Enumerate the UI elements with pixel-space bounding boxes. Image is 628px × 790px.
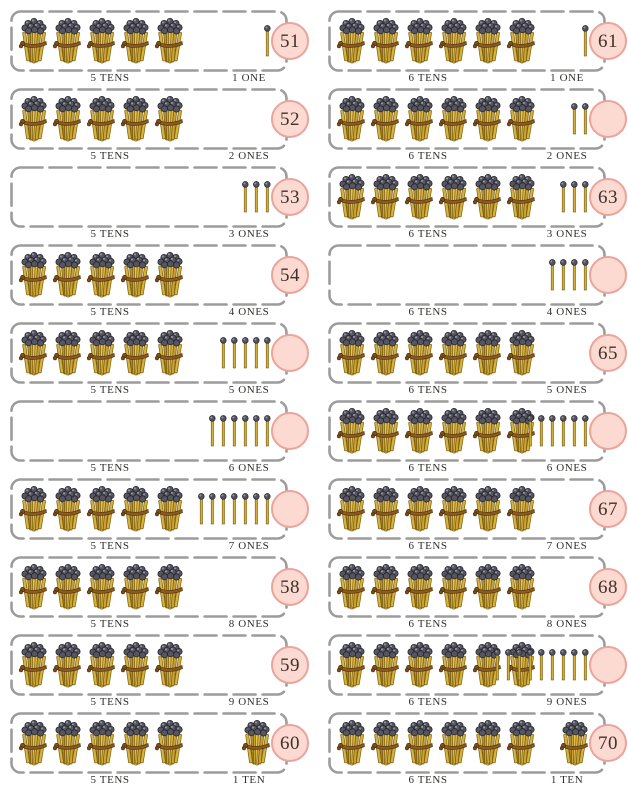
row-labels — [328, 149, 606, 166]
place-value-row — [328, 712, 618, 790]
tens-bundles-area — [19, 16, 185, 66]
number-circle[interactable] — [271, 100, 309, 138]
matchstick-bundle-icon — [405, 718, 435, 768]
matchstick-bundle-icon — [19, 250, 49, 300]
row-labels — [328, 695, 606, 712]
ones-label: 7 ONES — [546, 540, 588, 552]
tens-bundles-area — [337, 562, 537, 612]
matchstick-box — [328, 322, 618, 384]
matchstick-bundle-icon — [53, 484, 83, 534]
row-labels — [10, 305, 288, 322]
ones-sticks-area — [242, 718, 272, 768]
tens-label: 6 TENS — [408, 384, 448, 396]
tens-label: 5 TENS — [90, 306, 130, 318]
matchstick-bundle-icon — [87, 94, 117, 144]
number-label: 59 — [280, 654, 300, 676]
single-matchstick-icon — [548, 258, 557, 292]
matchstick-bundle-icon — [87, 718, 117, 768]
number-circle[interactable] — [589, 334, 627, 372]
ones-sticks-area — [570, 102, 590, 136]
ones-sticks-area — [548, 258, 590, 292]
tens-bundles-area — [19, 718, 185, 768]
single-matchstick-icon — [570, 102, 579, 136]
single-matchstick-icon — [559, 180, 568, 214]
matchstick-box — [10, 166, 300, 228]
ones-label: 1 ONE — [550, 72, 584, 84]
matchstick-bundle-icon — [473, 16, 503, 66]
single-matchstick-icon — [252, 336, 261, 370]
matchstick-bundle-icon — [155, 94, 185, 144]
matchstick-bundle-icon — [439, 16, 469, 66]
number-circle[interactable] — [589, 22, 627, 60]
place-value-row — [328, 10, 618, 88]
matchstick-bundle-icon — [53, 16, 83, 66]
ones-label: 9 ONES — [228, 696, 270, 708]
matchstick-bundle-icon — [405, 484, 435, 534]
ones-label: 8 ONES — [546, 618, 588, 630]
matchstick-bundle-icon — [560, 718, 590, 768]
matchstick-bundle-icon — [53, 640, 83, 690]
ones-label: 1 TEN — [232, 774, 266, 786]
number-label: 51 — [280, 30, 300, 52]
number-circle[interactable] — [271, 334, 309, 372]
single-matchstick-icon — [241, 492, 250, 526]
tens-label: 6 TENS — [408, 150, 448, 162]
tens-label: 5 TENS — [90, 228, 130, 240]
number-circle[interactable] — [271, 568, 309, 606]
matchstick-bundle-icon — [405, 640, 435, 690]
matchstick-bundle-icon — [337, 718, 367, 768]
place-value-row — [10, 10, 300, 88]
matchstick-box — [328, 88, 606, 150]
matchstick-bundle-icon — [405, 328, 435, 378]
single-matchstick-icon — [570, 648, 579, 682]
matchstick-box — [328, 400, 606, 462]
matchstick-bundle-icon — [507, 172, 537, 222]
matchstick-bundle-icon — [121, 562, 151, 612]
tens-bundles-area — [337, 172, 537, 222]
matchstick-bundle-icon — [507, 16, 537, 66]
tens-label: 5 TENS — [90, 384, 130, 396]
single-matchstick-icon — [548, 414, 557, 448]
place-value-row — [328, 322, 618, 400]
matchstick-bundle-icon — [19, 718, 49, 768]
single-matchstick-icon — [493, 648, 502, 682]
tens-bundles-area — [337, 94, 537, 144]
matchstick-bundle-icon — [473, 718, 503, 768]
row-labels — [328, 617, 606, 634]
matchstick-box — [10, 88, 300, 150]
tens-bundles-area — [337, 484, 537, 534]
matchstick-bundle-icon — [439, 406, 469, 456]
number-circle[interactable] — [589, 646, 627, 684]
number-label: 54 — [280, 264, 300, 286]
place-value-row — [328, 478, 618, 556]
single-matchstick-icon — [197, 492, 206, 526]
matchstick-bundle-icon — [337, 406, 367, 456]
matchstick-bundle-icon — [439, 484, 469, 534]
place-value-row — [328, 634, 606, 712]
matchstick-bundle-icon — [155, 484, 185, 534]
number-label: 63 — [598, 186, 618, 208]
single-matchstick-icon — [208, 414, 217, 448]
matchstick-bundle-icon — [53, 562, 83, 612]
tens-label: 6 TENS — [408, 540, 448, 552]
matchstick-bundle-icon — [405, 172, 435, 222]
number-circle[interactable] — [589, 490, 627, 528]
place-value-row — [10, 244, 300, 322]
tens-bundles-area — [19, 484, 185, 534]
tens-bundles-area — [337, 16, 537, 66]
matchstick-bundle-icon — [473, 562, 503, 612]
single-matchstick-icon — [570, 414, 579, 448]
matchstick-bundle-icon — [121, 718, 151, 768]
single-matchstick-icon — [537, 648, 546, 682]
matchstick-bundle-icon — [439, 328, 469, 378]
ones-label: 6 ONES — [546, 462, 588, 474]
row-labels — [10, 773, 288, 790]
row-labels — [10, 227, 288, 244]
matchstick-bundle-icon — [155, 562, 185, 612]
matchstick-bundle-icon — [337, 640, 367, 690]
matchstick-bundle-icon — [405, 406, 435, 456]
number-circle[interactable] — [271, 646, 309, 684]
matchstick-bundle-icon — [121, 94, 151, 144]
tens-bundles-area — [337, 328, 537, 378]
row-labels — [328, 383, 606, 400]
matchstick-bundle-icon — [371, 484, 401, 534]
ones-label: 1 TEN — [550, 774, 584, 786]
ones-label: 4 ONES — [228, 306, 270, 318]
single-matchstick-icon — [570, 258, 579, 292]
number-label: 53 — [280, 186, 300, 208]
row-labels — [328, 71, 606, 88]
ones-label: 1 ONE — [232, 72, 266, 84]
matchstick-box — [10, 712, 300, 774]
single-matchstick-icon — [219, 414, 228, 448]
matchstick-bundle-icon — [439, 640, 469, 690]
place-value-row — [10, 166, 300, 244]
number-circle[interactable] — [271, 724, 309, 762]
single-matchstick-icon — [559, 648, 568, 682]
place-value-row — [328, 166, 618, 244]
matchstick-bundle-icon — [439, 172, 469, 222]
single-matchstick-icon — [559, 414, 568, 448]
tens-label: 5 TENS — [90, 618, 130, 630]
ones-sticks-area — [241, 180, 272, 214]
matchstick-bundle-icon — [53, 718, 83, 768]
single-matchstick-icon — [241, 336, 250, 370]
matchstick-bundle-icon — [337, 562, 367, 612]
ones-sticks-area — [560, 718, 590, 768]
place-value-row — [10, 634, 300, 712]
number-label: 68 — [598, 576, 618, 598]
tens-label: 6 TENS — [408, 618, 448, 630]
matchstick-bundle-icon — [371, 328, 401, 378]
number-label: 61 — [598, 30, 618, 52]
tens-label: 6 TENS — [408, 306, 448, 318]
ones-label: 2 ONES — [546, 150, 588, 162]
tens-label: 5 TENS — [90, 540, 130, 552]
matchstick-bundle-icon — [473, 172, 503, 222]
single-matchstick-icon — [548, 648, 557, 682]
matchstick-box — [328, 478, 618, 540]
single-matchstick-icon — [230, 414, 239, 448]
ones-label: 6 ONES — [228, 462, 270, 474]
ones-label: 3 ONES — [228, 228, 270, 240]
ones-label: 2 ONES — [228, 150, 270, 162]
matchstick-bundle-icon — [337, 172, 367, 222]
matchstick-box — [328, 556, 618, 618]
row-labels — [328, 305, 606, 322]
ones-label: 3 ONES — [546, 228, 588, 240]
single-matchstick-icon — [252, 492, 261, 526]
number-label: 60 — [280, 732, 300, 754]
tens-bundles-area — [19, 562, 185, 612]
number-circle[interactable] — [271, 178, 309, 216]
ones-sticks-area — [219, 336, 272, 370]
matchstick-bundle-icon — [87, 484, 117, 534]
row-labels — [10, 617, 288, 634]
matchstick-bundle-icon — [19, 562, 49, 612]
matchstick-bundle-icon — [439, 94, 469, 144]
place-value-row — [10, 712, 300, 790]
place-value-row — [10, 400, 288, 478]
single-matchstick-icon — [515, 648, 524, 682]
matchstick-bundle-icon — [19, 94, 49, 144]
number-label: 52 — [280, 108, 300, 130]
matchstick-bundle-icon — [507, 562, 537, 612]
ones-label: 5 ONES — [228, 384, 270, 396]
tens-label: 6 TENS — [408, 72, 448, 84]
row-labels — [328, 773, 606, 790]
matchstick-bundle-icon — [473, 328, 503, 378]
column-right — [328, 10, 618, 790]
number-label: 67 — [598, 498, 618, 520]
place-value-row — [328, 244, 606, 322]
number-label: 70 — [598, 732, 618, 754]
row-labels — [10, 71, 288, 88]
matchstick-bundle-icon — [155, 250, 185, 300]
single-matchstick-icon — [537, 414, 546, 448]
matchstick-bundle-icon — [405, 94, 435, 144]
matchstick-bundle-icon — [371, 172, 401, 222]
matchstick-bundle-icon — [121, 640, 151, 690]
number-label: 65 — [598, 342, 618, 364]
ones-label: 8 ONES — [228, 618, 270, 630]
tens-label: 6 TENS — [408, 774, 448, 786]
tens-label: 5 TENS — [90, 72, 130, 84]
ones-sticks-area — [197, 492, 272, 526]
matchstick-bundle-icon — [242, 718, 272, 768]
row-labels — [328, 227, 606, 244]
matchstick-bundle-icon — [19, 328, 49, 378]
matchstick-bundle-icon — [405, 16, 435, 66]
single-matchstick-icon — [219, 336, 228, 370]
matchstick-bundle-icon — [87, 250, 117, 300]
tens-label: 6 TENS — [408, 462, 448, 474]
matchstick-bundle-icon — [87, 16, 117, 66]
matchstick-bundle-icon — [155, 718, 185, 768]
ones-label: 4 ONES — [546, 306, 588, 318]
ones-label: 7 ONES — [228, 540, 270, 552]
matchstick-box — [10, 478, 288, 540]
tens-label: 6 TENS — [408, 228, 448, 240]
matchstick-bundle-icon — [507, 484, 537, 534]
matchstick-bundle-icon — [121, 250, 151, 300]
number-circle[interactable] — [589, 256, 627, 294]
matchstick-bundle-icon — [87, 562, 117, 612]
matchstick-bundle-icon — [507, 94, 537, 144]
matchstick-bundle-icon — [371, 718, 401, 768]
matchstick-bundle-icon — [371, 94, 401, 144]
matchstick-box — [10, 244, 300, 306]
matchstick-bundle-icon — [155, 640, 185, 690]
place-value-row — [10, 88, 300, 166]
ones-sticks-area — [493, 648, 590, 682]
matchstick-bundle-icon — [53, 94, 83, 144]
ones-label: 9 ONES — [546, 696, 588, 708]
place-value-row — [328, 88, 606, 166]
matchstick-box — [10, 322, 288, 384]
tens-label: 5 TENS — [90, 462, 130, 474]
row-labels — [328, 461, 606, 478]
matchstick-bundle-icon — [371, 406, 401, 456]
number-circle[interactable] — [271, 412, 309, 450]
single-matchstick-icon — [526, 648, 535, 682]
ones-sticks-area — [208, 414, 272, 448]
matchstick-bundle-icon — [507, 718, 537, 768]
number-circle[interactable] — [271, 490, 309, 528]
matchstick-box — [328, 166, 618, 228]
place-value-row — [10, 556, 300, 634]
matchstick-bundle-icon — [371, 562, 401, 612]
matchstick-box — [10, 10, 300, 72]
single-matchstick-icon — [241, 180, 250, 214]
row-labels — [10, 383, 288, 400]
matchstick-box — [10, 634, 300, 696]
single-matchstick-icon — [252, 180, 261, 214]
single-matchstick-icon — [570, 180, 579, 214]
row-labels — [10, 695, 288, 712]
number-circle[interactable] — [271, 22, 309, 60]
single-matchstick-icon — [559, 258, 568, 292]
number-circle[interactable] — [589, 178, 627, 216]
matchstick-bundle-icon — [87, 328, 117, 378]
matchstick-bundle-icon — [155, 328, 185, 378]
tens-bundles-area — [337, 718, 537, 768]
tens-label: 5 TENS — [90, 150, 130, 162]
matchstick-bundle-icon — [473, 406, 503, 456]
number-label: 58 — [280, 576, 300, 598]
matchstick-bundle-icon — [121, 328, 151, 378]
matchstick-bundle-icon — [155, 16, 185, 66]
number-circle[interactable] — [589, 568, 627, 606]
tens-label: 5 TENS — [90, 774, 130, 786]
tens-bundles-area — [19, 328, 185, 378]
ones-label: 5 ONES — [546, 384, 588, 396]
tens-label: 6 TENS — [408, 696, 448, 708]
row-labels — [10, 539, 288, 556]
matchstick-bundle-icon — [473, 94, 503, 144]
matchstick-bundle-icon — [53, 250, 83, 300]
matchstick-box — [328, 10, 618, 72]
matchstick-bundle-icon — [507, 328, 537, 378]
tens-bundles-area — [19, 94, 185, 144]
matchstick-box — [328, 712, 618, 774]
single-matchstick-icon — [230, 492, 239, 526]
matchstick-box — [328, 244, 606, 306]
number-circle[interactable] — [589, 412, 627, 450]
row-labels — [328, 539, 606, 556]
tens-bundles-area — [337, 406, 537, 456]
matchstick-bundle-icon — [473, 484, 503, 534]
place-value-row — [10, 322, 288, 400]
matchstick-bundle-icon — [87, 640, 117, 690]
tens-bundles-area — [19, 640, 185, 690]
tens-label: 5 TENS — [90, 696, 130, 708]
matchstick-bundle-icon — [53, 328, 83, 378]
matchstick-bundle-icon — [121, 16, 151, 66]
matchstick-bundle-icon — [121, 484, 151, 534]
single-matchstick-icon — [208, 492, 217, 526]
matchstick-bundle-icon — [337, 16, 367, 66]
place-value-row — [328, 400, 606, 478]
single-matchstick-icon — [219, 492, 228, 526]
matchstick-box — [328, 634, 606, 696]
matchstick-bundle-icon — [19, 640, 49, 690]
place-value-row — [328, 556, 618, 634]
matchstick-box — [10, 400, 288, 462]
row-labels — [10, 149, 288, 166]
matchstick-bundle-icon — [19, 16, 49, 66]
number-circle[interactable] — [589, 724, 627, 762]
tens-bundles-area — [19, 250, 185, 300]
row-labels — [10, 461, 288, 478]
matchstick-bundle-icon — [439, 562, 469, 612]
place-value-row — [10, 478, 288, 556]
ones-sticks-area — [526, 414, 590, 448]
number-circle[interactable] — [589, 100, 627, 138]
single-matchstick-icon — [241, 414, 250, 448]
single-matchstick-icon — [230, 336, 239, 370]
matchstick-bundle-icon — [19, 484, 49, 534]
single-matchstick-icon — [252, 414, 261, 448]
matchstick-bundle-icon — [371, 640, 401, 690]
matchstick-box — [10, 556, 300, 618]
matchstick-bundle-icon — [405, 562, 435, 612]
single-matchstick-icon — [504, 648, 513, 682]
number-circle[interactable] — [271, 256, 309, 294]
single-matchstick-icon — [526, 414, 535, 448]
column-left — [10, 10, 300, 790]
matchstick-bundle-icon — [337, 484, 367, 534]
matchstick-bundle-icon — [337, 328, 367, 378]
matchstick-bundle-icon — [337, 94, 367, 144]
ones-sticks-area — [559, 180, 590, 214]
matchstick-bundle-icon — [439, 718, 469, 768]
matchstick-bundle-icon — [371, 16, 401, 66]
